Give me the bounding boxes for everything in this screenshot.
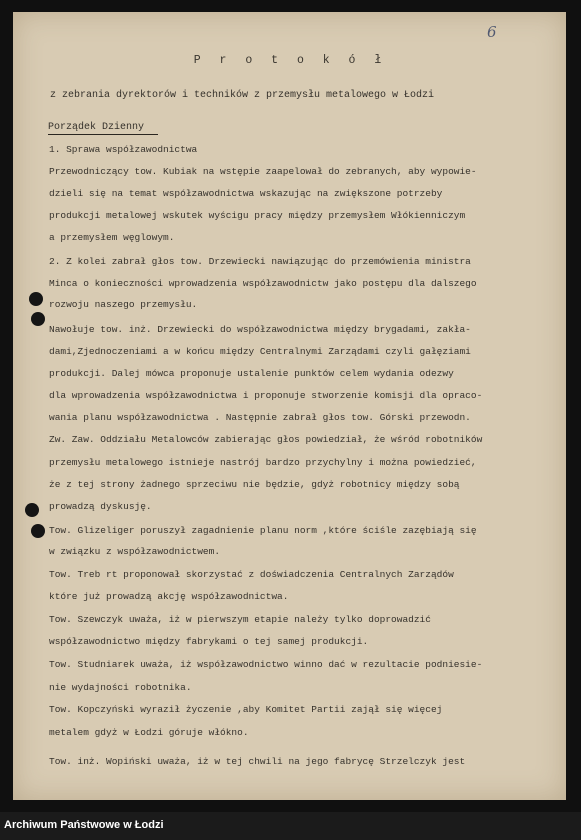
- punch-hole: [25, 503, 39, 517]
- body-line: 1. Sprawa współzawodnictwa: [49, 144, 198, 155]
- document-subtitle: z zebrania dyrektorów i techników z przemysłu metalowego w Łodzi: [50, 90, 435, 101]
- punch-hole: [31, 524, 45, 538]
- body-line: a przemysłem węglowym.: [49, 232, 175, 243]
- body-line: produkcji. Dalej mówca proponuje ustalenie punktów celem wydania odezwy: [49, 368, 454, 379]
- body-line: nie wydajności robotnika.: [49, 682, 192, 693]
- body-line: Tow. Szewczyk uważa, iż w pierwszym etapie należy tylko doprowadzić: [49, 614, 431, 625]
- body-line: dzieli się na temat współzawodnictwa wskazując na zwiększone potrzeby: [49, 188, 443, 199]
- agenda-heading: Porządek Dzienny: [48, 121, 158, 135]
- body-line: dla wprowadzenia współzawodnictwa i proponuje stworzenie komisji dla opraco-: [49, 390, 483, 401]
- document-title: P r o t o k ó ł: [193, 54, 388, 67]
- body-line: Tow. Glizeliger poruszył zagadnienie planu norm ,które ściśle zazębiają się: [49, 525, 477, 536]
- body-line: Zw. Zaw. Oddziału Metalowców zabierając głos powiedział, że wśród robotników: [49, 434, 483, 445]
- body-line: które już prowadzą akcję współzawodnictwa.: [49, 591, 289, 602]
- body-line: Przewodniczący tow. Kubiak na wstępie zaapelował do zebranych, aby wypowie-: [49, 166, 477, 177]
- body-line: Minca o konieczności wprowadzenia współzawodnictw jako postępu dla dalszego: [49, 278, 477, 289]
- body-line: Tow. Treb rt proponował skorzystać z doświadczenia Centralnych Zarządów: [49, 569, 454, 580]
- body-line: Nawołuje tow. inż. Drzewiecki do współzawodnictwa między brygadami, zakła-: [49, 324, 471, 335]
- body-line: dami,Zjednoczeniami a w końcu między Centralnymi Zarządami czyli gałęziami: [49, 346, 471, 357]
- body-line: Tow. inż. Wopiński uważa, iż w tej chwili na jego fabrycę Strzelczyk jest: [49, 756, 466, 767]
- body-line: współzawodnictwo między fabrykami o tej samej produkcji.: [49, 636, 369, 647]
- body-line: wania planu współzawodnictwa . Następnie zabrał głos tow. Górski przewodn.: [49, 412, 471, 423]
- punch-hole: [31, 312, 45, 326]
- body-line: metalem gdyż w Łodzi góruje włókno.: [49, 727, 249, 738]
- body-line: 2. Z kolei zabrał głos tow. Drzewiecki nawiązując do przemówienia ministra: [49, 256, 471, 267]
- body-line: że z tej strony żadnego sprzeciwu nie będzie, gdyż robotnicy między sobą: [49, 479, 460, 490]
- body-line: rozwoju naszego przemysłu.: [49, 299, 198, 310]
- body-line: prowadzą dyskusję.: [49, 501, 152, 512]
- body-line: produkcji metalowej wskutek wyścigu pracy między przemysłem Włókienniczym: [49, 210, 466, 221]
- body-line: Tow. Kopczyński wyraził życzenie ,aby Komitet Partii zajął się więcej: [49, 704, 443, 715]
- body-line: przemysłu metalowego istnieje nastrój bardzo przychylny i można powiedzieć,: [49, 457, 477, 468]
- footer-bar: [0, 812, 581, 840]
- archive-name: Archiwum Państwowe w Łodzi: [4, 819, 164, 831]
- body-line: Tow. Studniarek uważa, iż współzawodnictwo winno dać w rezultacie podniesie-: [49, 659, 483, 670]
- body-line: w związku z współzawodnictwem.: [49, 546, 221, 557]
- page-number: 6: [487, 23, 497, 41]
- punch-hole: [29, 292, 43, 306]
